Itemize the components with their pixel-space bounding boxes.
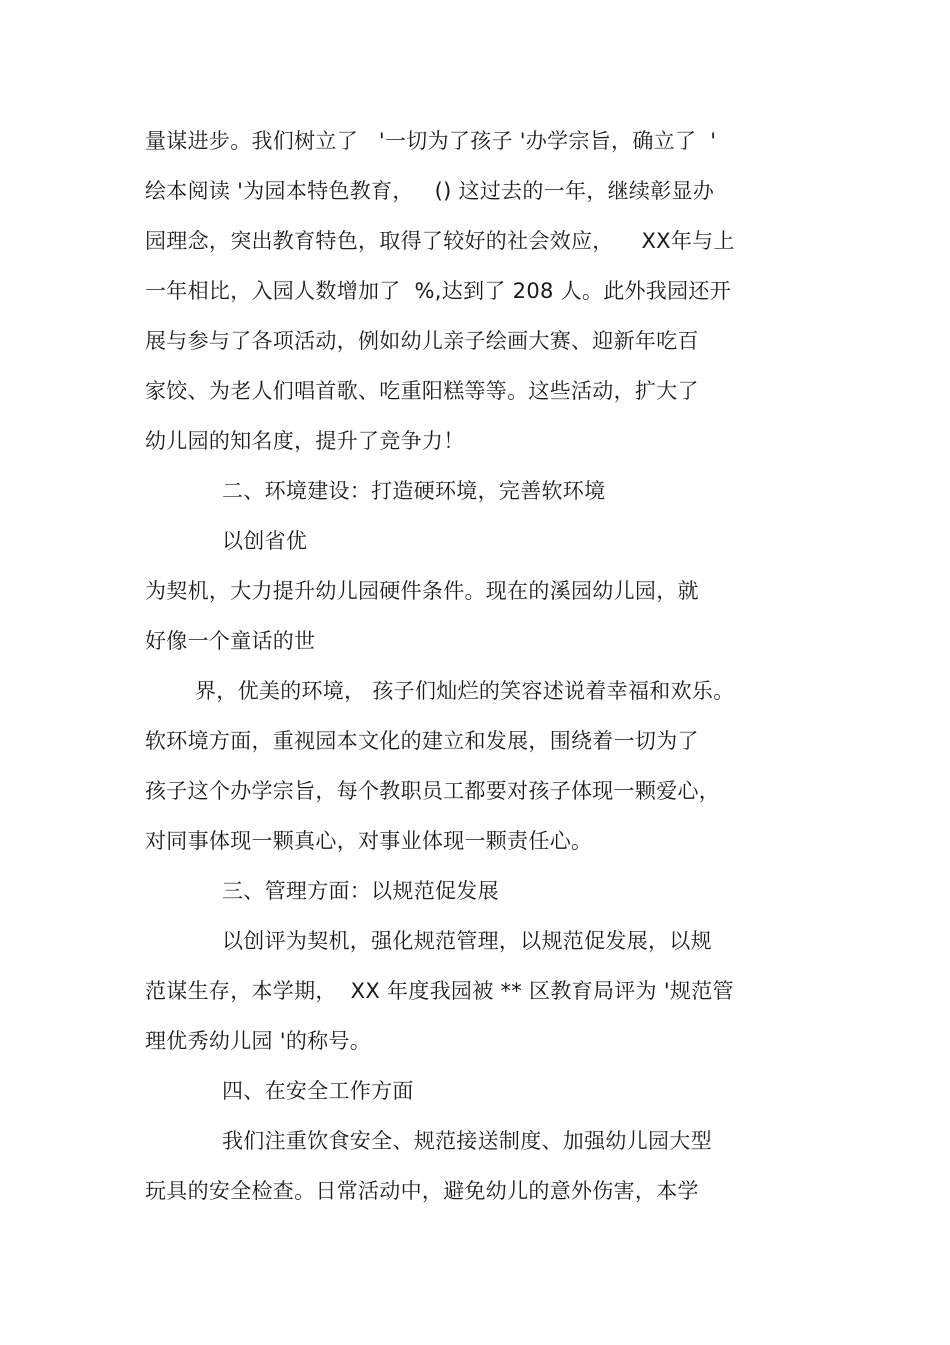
text-line: 以创评为契机，强化规范管理，以规范促发展，以规	[222, 929, 712, 953]
text-line: 我们注重饮食安全、规范接送制度、加强幼儿园大型	[222, 1129, 712, 1153]
section-heading-safety: 四、在安全工作方面	[222, 1079, 414, 1103]
text-line: 界，优美的环境， 孩子们灿烂的笑容述说着幸福和欢乐。	[195, 679, 735, 703]
text-line: 以创省优	[222, 529, 308, 553]
text-line: 软环境方面，重视园本文化的建立和发展，围绕着一切为了	[145, 729, 699, 753]
text-line: 对同事体现一颗真心，对事业体现一颗责任心。	[145, 829, 593, 853]
text-line: 绘本阅读 '为园本特色教育， () 这过去的一年，继续彰显办	[145, 179, 715, 203]
text-line: 一年相比，入园人数增加了 %,达到了 208 人。此外我园还开	[145, 279, 732, 303]
text-line: 玩具的安全检查。日常活动中，避免幼儿的意外伤害，本学	[145, 1179, 699, 1203]
section-heading-environment: 二、环境建设：打造硬环境，完善软环境	[222, 479, 606, 503]
text-line: 孩子这个办学宗旨，每个教职员工都要对孩子体现一颗爱心，	[145, 779, 721, 803]
text-line: 范谋生存，本学期， XX 年度我园被 ** 区教育局评为 '规范管	[145, 979, 734, 1003]
text-line: 为契机，大力提升幼儿园硬件条件。现在的溪园幼儿园，就	[145, 579, 699, 603]
text-line: 好像一个童话的世	[145, 629, 316, 653]
section-heading-management: 三、管理方面：以规范促发展	[222, 879, 499, 903]
text-line: 家饺、为老人们唱首歌、吃重阳糕等等。这些活动，扩大了	[145, 379, 699, 403]
text-line: 理优秀幼儿园 '的称号。	[145, 1029, 372, 1053]
text-line: 园理念，突出教育特色，取得了较好的社会效应， XX年与上	[145, 229, 735, 253]
text-line: 幼儿园的知名度，提升了竞争力！	[145, 429, 465, 453]
text-line: 量谋进步。我们树立了 '一切为了孩子 '办学宗旨，确立了 '	[145, 129, 717, 153]
text-line: 展与参与了各项活动，例如幼儿亲子绘画大赛、迎新年吃百	[145, 329, 699, 353]
